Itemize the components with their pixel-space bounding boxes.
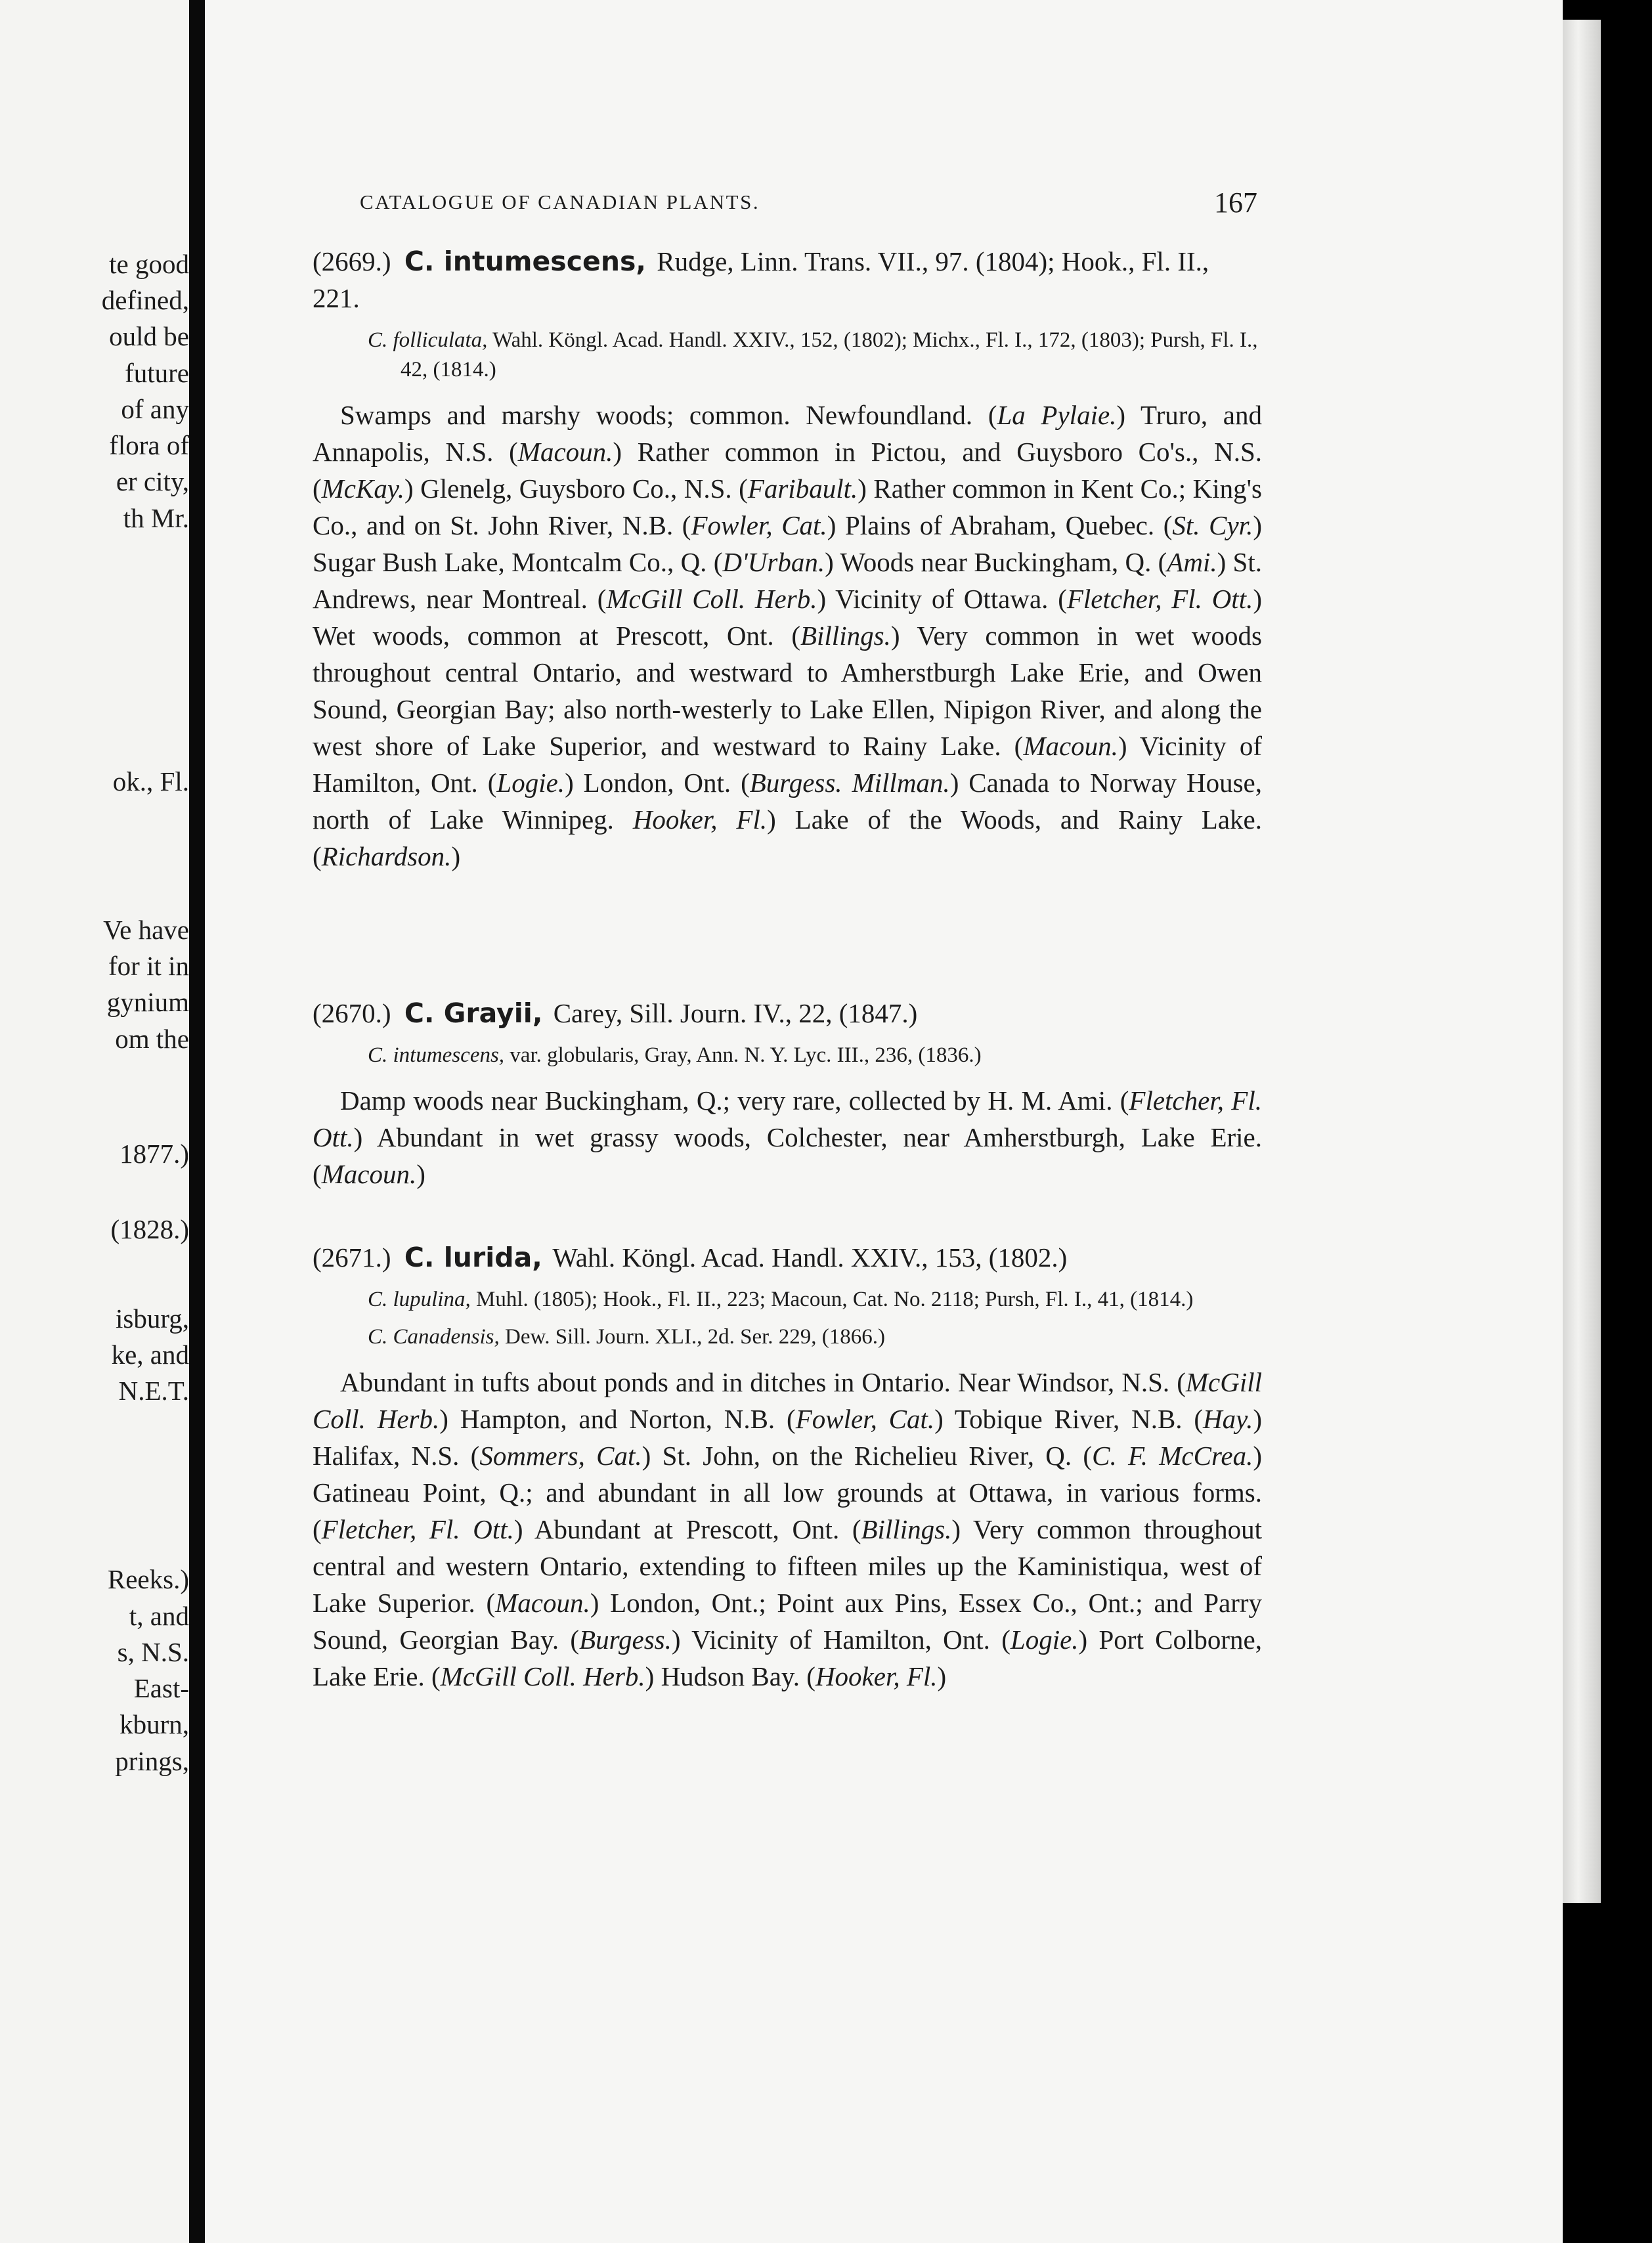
facing-page-line: flora of [109, 430, 189, 460]
habitat-text: Swamps and marshy woods; common. Newfoundland. (La Pylaie.) Truro, and Annapolis, N.S. (Macoun.) Rather common in Pictou, and Guysboro Co's., N.S. (McKay.) Glenelg, Guysboro Co., N.S. (Faribault.) Rather common in Kent Co.; King's Co., and on St. John River, N.B. (Fowler, Cat.) Plains of Abraham, Quebec. (St. Cyr.) Sugar Bush Lake, Montcalm Co., Q. (D'Urban.) Woods near Buckingham, Q. (Ami.) St. Andrews, near Montreal. (McGill Coll. Herb.) Vicinity of Ottawa. (Fletcher, Fl. Ott.) Wet woods, common at Prescott, Ont. (Billings.) Very common in wet woods throughout central Ontario, and westward to Amherstburgh Lake Erie, and Owen Sound, Georgian Bay; also north-westerly to Lake Ellen, Nipigon River, and along the west shore of Lake Superior, and westward to Rainy Lake. (Macoun.) Vicinity of Hamilton, Ont. (Logie.) London, Ont. (Burgess. Millman.) Canada to Norway House, north of Lake Winnipeg. Hooker, Fl.) Lake of the Woods, and Rainy Lake. (Richardson.) [313, 400, 1263, 871]
book-gutter [189, 0, 205, 2243]
facing-page-line: ok., Fl. [112, 766, 189, 796]
habitat-text: Damp woods near Buckingham, Q.; very rare, collected by H. M. Ami. (Fletcher, Fl. Ott.) Abundant in wet grassy woods, Colchester, near Amherstburgh, Lake Erie. (Macoun.) [313, 1085, 1262, 1189]
facing-page-line: th Mr. [123, 503, 189, 533]
citation: Carey, Sill. Journ. IV., 22, (1847.) [553, 998, 918, 1028]
facing-page-line: prings, [115, 1746, 189, 1776]
facing-page-line: Ve have [103, 915, 189, 945]
entry-heading [313, 243, 1262, 316]
entry-heading [313, 995, 1262, 1032]
facing-page-line: N.E.T. [118, 1376, 189, 1406]
facing-page-line: (1828.) [110, 1214, 189, 1244]
synonym-citation: Dew. Sill. Journ. XLI., 2d. Ser. 229, (1866.) [505, 1325, 886, 1349]
citation: Wahl. Köngl. Acad. Handl. XXIV., 153, (1802.) [552, 1242, 1068, 1273]
facing-page-line: ke, and [111, 1339, 189, 1370]
synonym [313, 1041, 1262, 1070]
facing-page-fragment [0, 0, 189, 2243]
facing-page-line: East- [133, 1673, 189, 1703]
page-number: 167 [1214, 186, 1257, 219]
facing-page-line: om the [115, 1024, 189, 1054]
citation: Rudge, Linn. Trans. VII., 97. (1804); Hook., Fl. II., 221. [313, 246, 1209, 313]
synonym-citation: Muhl. (1805); Hook., Fl. II., 223; Macoun, Cat. No. 2118; Pursh, Fl. I., 41, (1814.) [476, 1288, 1194, 1311]
synonym-name: C. folliculata, [368, 328, 488, 352]
facing-page-line: 1877.) [120, 1139, 189, 1169]
species-entry [313, 1239, 1262, 1695]
synonym-citation: var. globularis, Gray, Ann. N. Y. Lyc. III., 236, (1836.) [510, 1043, 982, 1067]
species-name: C. intumescens, [404, 246, 646, 277]
facing-page-line: future [125, 358, 189, 388]
facing-page-line: of any [121, 394, 189, 424]
entry-number: (2670.) [313, 998, 391, 1028]
synonym-name: C. Canadensis, [368, 1325, 500, 1349]
entry-number: (2671.) [313, 1242, 391, 1273]
synonym-name: C. intumescens, [368, 1043, 505, 1067]
synonym [313, 1285, 1262, 1315]
entry-heading [313, 1239, 1262, 1276]
species-name: C. lurida, [404, 1242, 542, 1273]
species-entry [313, 243, 1262, 875]
synonym [313, 326, 1262, 385]
facing-page-line: for it in [108, 951, 189, 981]
facing-page-line: er city, [116, 466, 189, 496]
entry-number: (2669.) [313, 246, 391, 276]
facing-page-line: kburn, [120, 1709, 189, 1739]
facing-page-line: ould be [109, 321, 189, 351]
page-edge [1563, 20, 1601, 1903]
facing-page-line: s, N.S. [117, 1637, 189, 1667]
synonym-citation: Wahl. Köngl. Acad. Handl. XXIV., 152, (1802); Michx., Fl. I., 172, (1803); Pursh, Fl. I., 42, (1814.) [401, 328, 1258, 381]
species-name: C. Grayii, [404, 997, 543, 1029]
species-entry [313, 995, 1262, 1192]
facing-page-line: isburg, [115, 1303, 189, 1334]
habitat-text: Abundant in tufts about ponds and in ditches in Ontario. Near Windsor, N.S. (McGill Coll. Herb.) Hampton, and Norton, N.B. (Fowler, Cat.) Tobique River, N.B. (Hay.) Halifax, N.S. (Sommers, Cat.) St. John, on the Richelieu River, Q. (C. F. McCrea.) Gatineau Point, Q.; and abundant in all low grounds at Ottawa, in various forms. (Fletcher, Fl. Ott.) Abundant at Prescott, Ont. (Billings.) Very common throughout central and western Ontario, extending to fifteen miles up the Kaministiqua, west of Lake Superior. (Macoun.) London, Ont.; Point aux Pins, Essex Co., Ont.; and Parry Sound, Georgian Bay. (Burgess.) Vicinity of Hamilton, Ont. (Logie.) Port Colborne, Lake Erie. (McGill Coll. Herb.) Hudson Bay. (Hooker, Fl.) [313, 1367, 1263, 1691]
synonym-name: C. lupulina, [368, 1288, 471, 1311]
facing-page-line: Reeks.) [107, 1564, 189, 1594]
synonym [313, 1322, 1262, 1352]
running-title: CATALOGUE OF CANADIAN PLANTS. [360, 190, 760, 213]
facing-page-line: defined, [101, 285, 189, 315]
facing-page-line: te good [109, 249, 189, 279]
facing-page-line: gynium [106, 987, 189, 1017]
facing-page-line: t, and [129, 1601, 189, 1631]
